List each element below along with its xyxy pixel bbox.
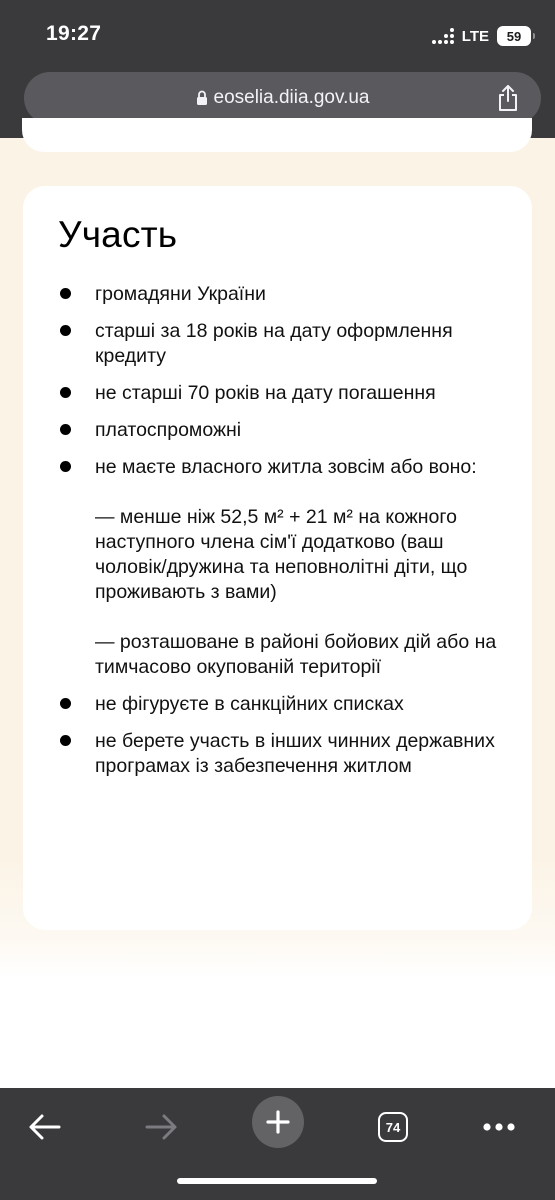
list-item-text: платоспроможні xyxy=(95,419,242,441)
home-indicator xyxy=(177,1178,377,1184)
list-item xyxy=(58,729,503,779)
list-item xyxy=(58,282,503,307)
status-indicators xyxy=(432,24,531,48)
forward-button[interactable] xyxy=(136,1102,186,1152)
arrow-right-icon xyxy=(144,1113,178,1141)
share-icon[interactable] xyxy=(495,84,521,112)
status-time: 19:27 xyxy=(46,22,102,45)
requirements-list xyxy=(58,282,503,791)
tabs-button[interactable] xyxy=(368,1102,418,1152)
list-item-text: не маєте власного житла зовсім або воно: xyxy=(95,456,477,478)
tab-count: 74 xyxy=(385,1119,401,1135)
address-bar[interactable] xyxy=(24,72,541,124)
battery-level: 59 xyxy=(506,28,522,44)
address-center xyxy=(24,72,541,124)
new-tab-button[interactable] xyxy=(252,1096,304,1148)
list-item xyxy=(58,455,503,680)
bullet-icon xyxy=(60,735,71,746)
arrow-left-icon xyxy=(28,1113,62,1141)
more-dots-icon xyxy=(482,1122,516,1132)
signal-icon xyxy=(432,28,454,44)
list-item xyxy=(58,319,503,369)
lock-icon xyxy=(196,90,208,106)
list-item-text: старші за 18 років на дату оформлення кредиту xyxy=(95,320,453,367)
previous-card-edge xyxy=(22,118,532,152)
bullet-icon xyxy=(60,424,71,435)
plus-icon xyxy=(265,1109,291,1135)
bullet-icon xyxy=(60,325,71,336)
list-item xyxy=(58,418,503,443)
back-button[interactable] xyxy=(20,1102,70,1152)
bullet-icon xyxy=(60,387,71,398)
network-type: LTE xyxy=(461,27,489,45)
list-item-subtext: — розташоване в районі бойових дій або на тимчасово окупованій території xyxy=(95,631,497,678)
list-item xyxy=(58,692,503,717)
bullet-icon xyxy=(60,698,71,709)
list-item-subtext: — менше ніж 52,5 м² + 21 м² на кожного наступного члена сім'ї додатково (ваш чоловік/дружина та неповнолітні діти, що проживають з вами) xyxy=(95,506,468,603)
url-text: eoselia.diia.gov.ua xyxy=(213,87,370,108)
participation-card xyxy=(23,186,532,930)
tabs-count-icon xyxy=(378,1112,408,1142)
card-title: Участь xyxy=(58,214,178,255)
list-item xyxy=(58,381,503,406)
list-item-text: громадяни України xyxy=(95,283,266,305)
list-item-text: не берете участь в інших чинних державних програмах із забезпечення житлом xyxy=(95,730,495,777)
page-content xyxy=(0,138,555,1088)
bullet-icon xyxy=(60,288,71,299)
list-item-text: не старші 70 років на дату погашення xyxy=(95,382,436,404)
list-item-text: не фігуруєте в санкційних списках xyxy=(95,693,404,715)
more-button[interactable] xyxy=(474,1102,524,1152)
bullet-icon xyxy=(60,461,71,472)
battery-icon xyxy=(497,26,531,46)
